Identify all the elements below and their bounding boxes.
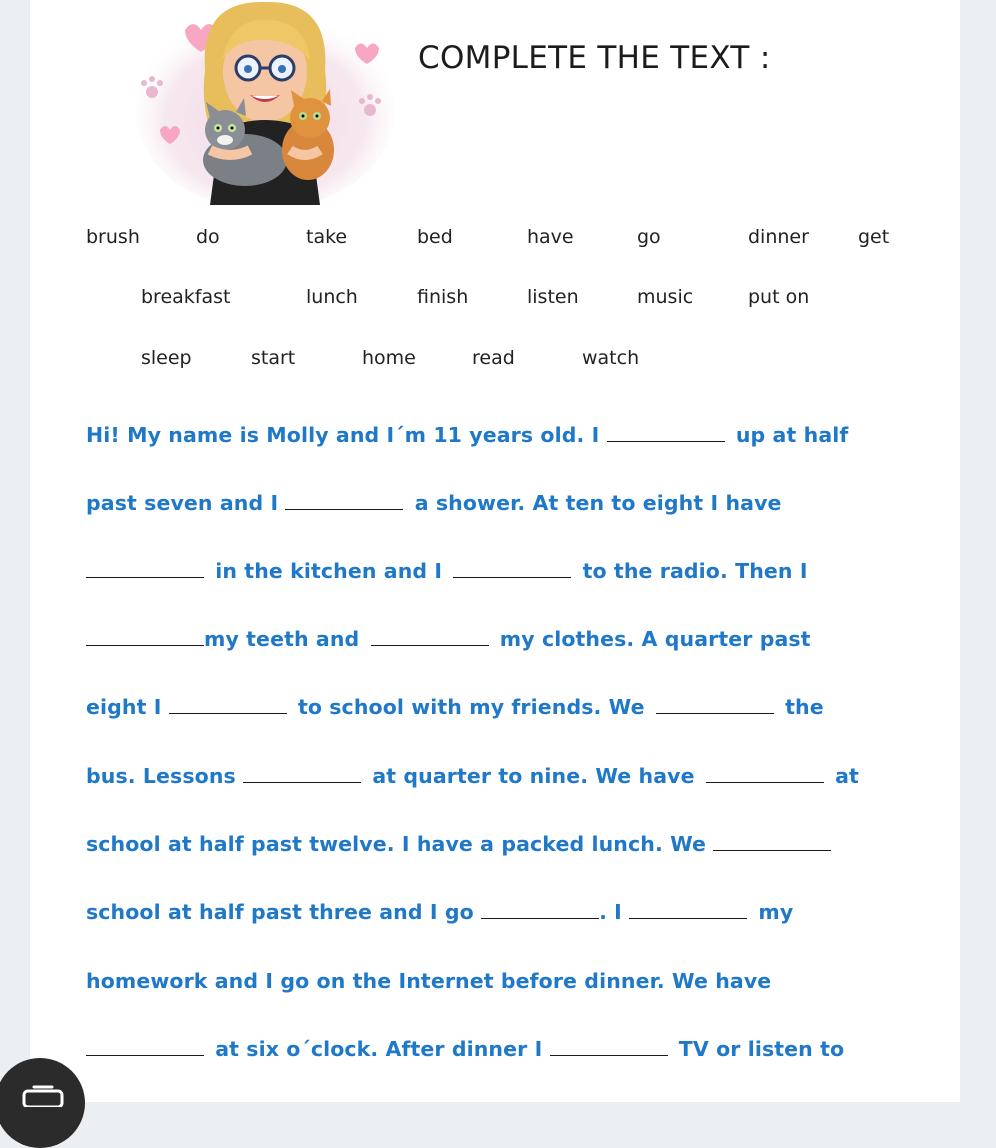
answer-blank[interactable]	[453, 559, 571, 578]
word-bank-item: bed	[417, 226, 453, 248]
answer-blank[interactable]	[713, 832, 831, 851]
answer-blank[interactable]	[169, 695, 287, 714]
answer-blank[interactable]	[481, 900, 599, 919]
text-line: at six o´clock. After dinner I TV or listen to	[86, 1037, 844, 1061]
answer-blank[interactable]	[285, 491, 403, 510]
word-bank-item: go	[637, 226, 661, 248]
word-bank-item: put on	[748, 286, 810, 308]
word-bank-item: brush	[86, 226, 140, 248]
answer-blank[interactable]	[550, 1037, 668, 1056]
word-bank-item: dinner	[748, 226, 809, 248]
answer-blank[interactable]	[706, 764, 824, 783]
cartoon-girl-with-cats-icon	[130, 0, 400, 205]
word-bank-item: start	[251, 347, 296, 369]
text-line: in the kitchen and I to the radio. Then I	[86, 559, 808, 583]
word-bank-item: music	[637, 286, 694, 308]
word-bank-item: breakfast	[141, 286, 231, 308]
text-line: eight I to school with my friends. We the	[86, 695, 824, 719]
word-bank-item: take	[306, 226, 348, 248]
answer-blank[interactable]	[86, 559, 204, 578]
answer-blank[interactable]	[607, 423, 725, 442]
avatar-illustration	[130, 0, 400, 205]
text-line: school at half past twelve. I have a packed lunch. We	[86, 832, 835, 856]
word-bank-item: lunch	[306, 286, 358, 308]
answer-blank[interactable]	[629, 900, 747, 919]
word-bank-item: finish	[417, 286, 469, 308]
word-bank-item: listen	[527, 286, 579, 308]
page-title: COMPLETE THE TEXT :	[418, 40, 771, 76]
word-bank-item: watch	[582, 347, 640, 369]
word-bank-item: get	[858, 226, 890, 248]
text-line: my teeth and my clothes. A quarter past	[86, 627, 811, 651]
word-bank-item: home	[362, 347, 416, 369]
text-line: homework and I go on the Internet before dinner. We have	[86, 969, 772, 993]
tray-icon	[22, 1085, 64, 1107]
answer-blank[interactable]	[86, 627, 204, 646]
text-line: school at half past three and I go . I my	[86, 900, 794, 924]
text-line: Hi! My name is Molly and I´m 11 years old. I up at half	[86, 423, 849, 447]
word-bank-item: read	[472, 347, 515, 369]
answer-blank[interactable]	[86, 1037, 204, 1056]
word-bank-item: have	[527, 226, 574, 248]
answer-blank[interactable]	[371, 627, 489, 646]
answer-blank[interactable]	[656, 695, 774, 714]
word-bank-item: sleep	[141, 347, 192, 369]
word-bank-item: do	[196, 226, 220, 248]
text-line: past seven and I a shower. At ten to eight I have	[86, 491, 782, 515]
text-line: bus. Lessons at quarter to nine. We have at	[86, 764, 859, 788]
answer-blank[interactable]	[243, 764, 361, 783]
